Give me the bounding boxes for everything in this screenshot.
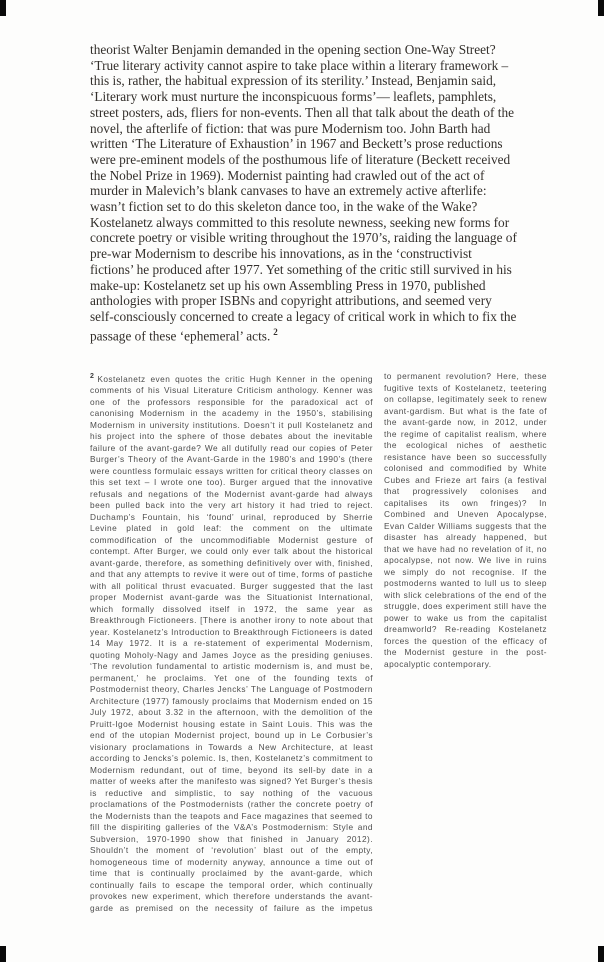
footnote-column-right: to permanent revolution? Here, these fugitive texts of Kostelanetz, teetering on collapse, legitimately seek to renew avant-gardism. But what is the fate of the avant-garde now, in 2012, under the regime of capitalist realism, where the ecological niches of aesthetic resistance have been so successfully colonised and commodified by White Cubes and Frieze art fairs (a festival that progressively colonises and capitalises its own fringes)? In Combined and Uneven Apocalypse, Evan Calder Williams suggests that the disaster has already happened, but that we have had no revelation of it, no apocalypse, not now. We live in ruins we simply do not recognise. If the postmoderns wanted to lull us to sleep with slick celebrations of the end of the struggle, does experiment still have the power to wake us from the capitalist dreamworld? Re-reading Kostelanetz forces the question of the efficacy of the Modernist gesture in the post-apocalyptic contemporary.: [384, 371, 547, 669]
body-paragraph-text: theorist Walter Benjamin demanded in the opening section One-Way Street? ‘True literary activity cannot aspire to take place within a literary framework – this is, rather, the habitual expression of its sterility.’ Instead, Benjamin said, ‘Literary work must nurture the inconspicuous forms’— leaflets, pamphlets, street posters, ads, fliers for non-events. Then all that talk about the death of the novel, the afterlife of fiction: that was pure Modernism too. John Barth had written ‘The Literature of Exhaustion’ in 1967 and Beckett’s prose reductions were pre-eminent models of the posthumous life of literature (Beckett received the Nobel Prize in 1969). Modernist painting had crawled out of the act of murder in Malevich’s blank canvases to have an extremely active afterlife: wasn’t fiction set to do this skeleton dance too, in the wake of the Wake? Kostelanetz always committed to this resolute newness, seeking new forms for concrete poetry or visible writing throughout the 1970’s, raiding the language of pre-war Modernism to describe his innovations, as in the ‘constructivist fictions’ he produced after 1977. Yet something of the critic still survived in his make-up: Kostelanetz set up his own Assembling Press in 1970, published anthologies with proper ISBNs and copyright attributions, and seemed very self-consciously concerned to create a legacy of critical work in which to fix the passage of these ‘ephemeral’ acts.: [90, 42, 517, 344]
footnote-section: [90, 371, 547, 914]
footnote-reference: 2: [273, 326, 278, 337]
footnote-marker: 2: [90, 373, 95, 380]
crop-mark-top-right: [598, 0, 604, 16]
crop-mark-bottom-left: [0, 946, 6, 962]
footnote-left-text: Kostelanetz even quotes the critic Hugh Kenner in the opening comments of his Visual Literature Criticism anthology. Kenner was one of the professors responsible for the paradoxical act of canonising Modernism in the academy in the 1950’s, stabilising Modernism in university institutions. Doesn’t it pull Kostelanetz and his project into the sphere of those debates about the inevitable failure of the avant-garde? We all dutifully read our copies of Peter Burger’s Theory of the Avant-Garde in the 1980’s and 1990’s (there were countless formulaic essays written for critical theory classes on this set text – I wrote one too). Burger argued that the innovative refusals and negations of the Modernist avant-garde had always been pulled back into the very art history it had tried to reject. Duchamp’s Fountain, his ‘found’ urinal, reproduced by Sherrie Levine plated in gold leaf: the comment on the ultimate commodification of the uncommodifiable Modernist gesture of contempt. After Burger, we could only ever talk about the historical avant-garde, therefore, as something definitively over with, finished, and that any attempts to revive it were out of time, forms of pastiche with all political thrust evacuated. Burger suggested that the last proper Modernist avant-garde was the Situationist International, which formally dissolved itself in 1972, the same year as Breakthrough Fictioneers. [There is another irony to note about that year. Kostelanetz’s Introduction to Breakthrough Fictioneers is dated 14 May 1972. It is a re-statement of experimental Modernism, quoting Moholy-Nagy and James Joyce as the presiding geniuses. ‘The revolution fundamental to artistic modernism is, and must be, permanent,’ he proclaims. Yet one of the founding texts of Postmodernist theory, Charles Jencks’ The Language of Postmodern Architecture (1977) famously proclaims that Modernism ended on 15 July 1972, about 3.32 in the afternoon, with the demolition of the Pruitt-Igoe Modernist housing estate in Saint Louis. This was the end of the utopian Modernist project, bound up in Le Corbusier’s visionary proclamations in Towards a New Architecture, at least according to Jencks’s polemic. Is, then, Kostelanetz’s commitment to Modernism redundant, out of time, beyond its sell-by date in a matter of weeks after the manifesto was signed? Yet Burger’s thesis is reductive and simplistic, to say nothing of the vacuous proclamations of the Postmodernists (rather the concrete poetry of the Modernists than the teapots and Face magazines that seemed to fill the dispiriting galleries of the V&A’s Postmodernism: Style and Subversion, 1970-1990 show that finished in January 2012). Shouldn’t the moment of ‘revolution’ blast out of the empty, homogeneous time of modernity anyway, announce a time out of time that is continually proclaimed by the avant-garde, which continually fails to escape the temporal order, which continually provokes new experiment, which therefore understands the avant-garde as premised on the necessity of failure as the impetus: [90, 373, 374, 913]
body-paragraph: [90, 42, 517, 344]
crop-mark-top-left: [0, 0, 6, 16]
crop-mark-bottom-right: [598, 946, 604, 962]
footnote-column-left: [90, 371, 373, 914]
